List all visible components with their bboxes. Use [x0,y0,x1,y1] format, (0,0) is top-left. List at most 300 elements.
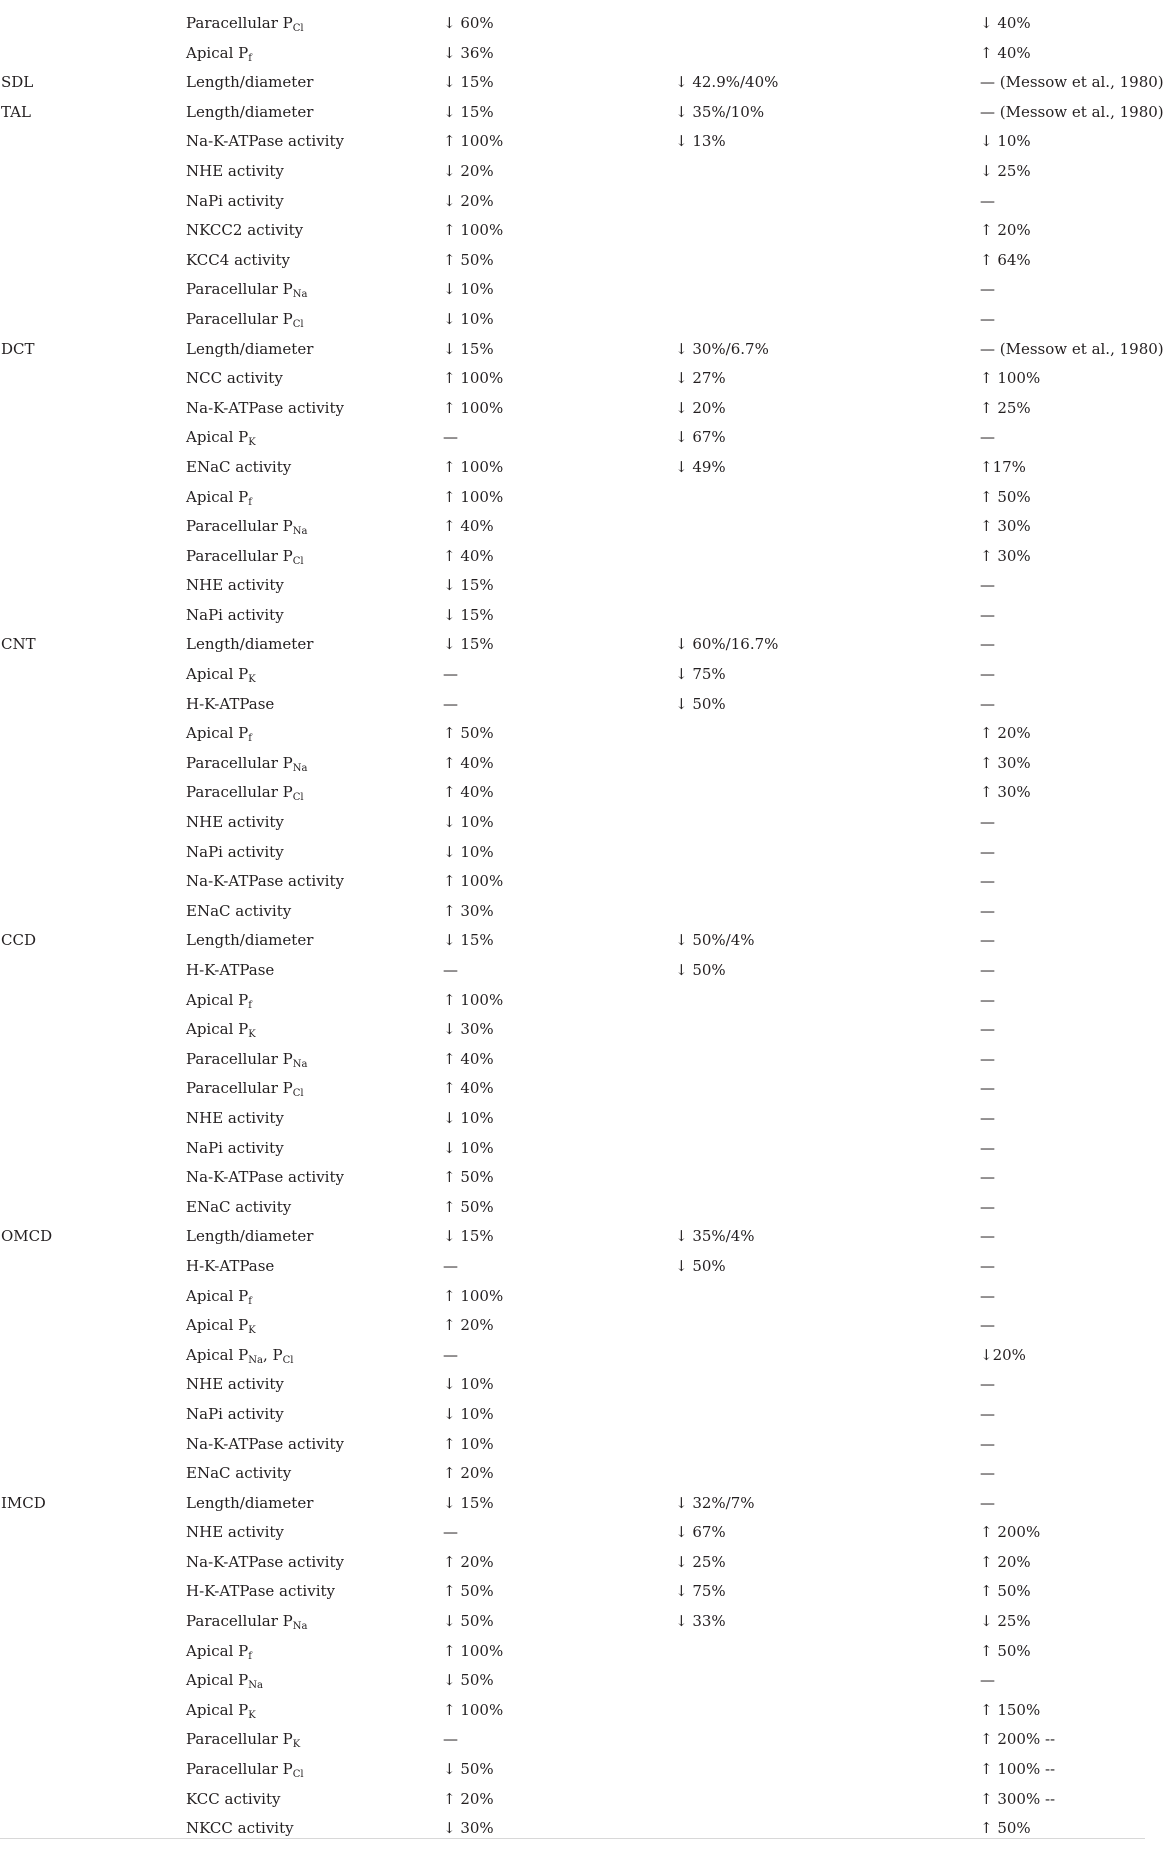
table-row [0,659,1145,689]
parameter-cell [186,1345,293,1365]
value-cell-3: — [980,961,995,979]
table-row [0,1340,1145,1370]
segment-cell: SDL [1,73,34,92]
value-cell-1: ↓ 20% [443,191,494,210]
parameter-subscript: Cl [292,318,304,330]
value-cell-1: ↓ 50% [443,1760,494,1779]
parameter-cell [186,1552,344,1572]
value-cell-1: ↑ 100% [443,221,504,240]
value-cell-1: ↓ 10% [443,309,494,328]
value-cell-3: — [980,1049,995,1068]
parameter-cell [186,546,304,566]
parameter-text: Length/diameter [186,339,314,358]
table-row [0,1517,1145,1547]
table-row [0,511,1145,541]
value-cell-3: — [980,605,995,624]
value-cell-3: — [980,1671,995,1690]
value-cell-1: ↑ 100% [443,369,504,388]
value-cell-1: ↑ 100% [443,1641,504,1660]
table-row [0,925,1145,955]
table-row [0,629,1145,659]
value-cell-1: — [443,1256,458,1275]
table-row [0,1606,1145,1636]
table-row [0,689,1145,719]
value-cell-3: ↑ 30% [980,783,1031,802]
value-cell-1: — [443,428,458,447]
parameter-cell [186,842,284,862]
parameter-text: Paracellular P [186,1079,293,1098]
value-cell-2: ↓ 67% [675,428,726,447]
parameter-subscript: K [248,437,256,449]
parameter-subscript-2: Cl [282,1354,294,1366]
table-row [0,600,1145,630]
parameter-text: H-K-ATPase [186,1256,275,1275]
parameter-subscript: f [248,1295,252,1307]
table-row [0,8,1145,38]
parameter-cell [186,398,344,418]
parameter-cell [186,605,284,625]
segment-cell: CCD [1,931,36,950]
value-cell-1: ↓ 15% [443,1227,494,1246]
parameter-cell [186,1315,256,1335]
parameter-subscript: Cl [292,555,304,567]
value-cell-1: ↓ 20% [443,161,494,180]
table-row [0,955,1145,985]
parameter-cell [186,1019,256,1039]
parameter-text: Apical P [186,487,249,506]
parameter-cell [186,1138,284,1158]
value-cell-1: ↑ 10% [443,1434,494,1453]
value-cell-1: ↓ 15% [443,102,494,121]
parameter-subscript: f [248,1650,252,1662]
value-cell-1: ↑ 20% [443,1552,494,1571]
value-cell-1: ↑ 50% [443,724,494,743]
parameter-subscript: f [248,733,252,745]
segment-cell: DCT [1,339,35,358]
value-cell-3: — [980,280,995,299]
value-cell-3: ↓ 40% [980,14,1031,32]
parameter-cell [186,723,252,743]
table-row [0,363,1145,393]
value-cell-3: — [980,1375,995,1394]
value-cell-3: — [980,635,995,654]
table-bottom-rule [0,1838,1145,1839]
value-cell-3: — [980,665,995,684]
parameter-cell [186,1434,344,1454]
parameter-cell [186,634,313,654]
value-cell-1: ↑ 40% [443,1079,494,1098]
value-cell-1: ↓ 10% [443,1108,494,1127]
value-cell-2: ↓ 35%/4% [675,1227,755,1246]
parameter-text: NHE activity [186,1108,284,1127]
parameter-cell [186,812,284,832]
parameter-text: ENaC activity [186,457,292,476]
value-cell-1: ↑ 40% [443,1049,494,1068]
value-cell-1: ↓ 50% [443,1671,494,1690]
value-cell-3: — [980,694,995,713]
value-cell-3: — [980,842,995,861]
parameter-cell [186,753,308,773]
value-cell-3: — [980,1227,995,1246]
table-row [0,1784,1145,1814]
table-row [0,807,1145,837]
value-cell-3: — [980,1079,995,1098]
parameter-cell [186,990,252,1010]
parameter-cell [186,427,256,447]
parameter-cell [186,575,284,595]
parameter-text: NaPi activity [186,842,284,861]
parameter-text: Apical P [186,1286,249,1305]
value-cell-1: ↑ 50% [443,1197,494,1216]
value-cell-1: ↑ 20% [443,1316,494,1335]
value-cell-3: ↑ 30% [980,517,1031,536]
table-row [0,215,1145,245]
table-row [0,1547,1145,1577]
parameter-cell [186,1700,256,1720]
parameter-text: ENaC activity [186,1197,292,1216]
value-cell-2: ↓ 42.9%/40% [675,73,779,92]
parameter-cell [186,1729,300,1749]
table-row [0,452,1145,482]
parameter-subscript: Na [292,526,308,538]
value-cell-1: ↓ 36% [443,43,494,62]
table-row [0,570,1145,600]
table-row [0,896,1145,926]
parameter-text: Apical P [186,665,249,684]
parameter-cell [186,1522,284,1542]
parameter-cell [186,1167,344,1187]
value-cell-1: ↓ 50% [443,1612,494,1631]
parameter-text: Apical P [186,43,249,62]
parameter-text: Length/diameter [186,1493,314,1512]
parameter-text: ENaC activity [186,901,292,920]
value-cell-3: ↑ 20% [980,724,1031,743]
value-cell-1: ↓ 30% [443,1020,494,1039]
value-cell-3: — [980,1197,995,1216]
table-row [0,1162,1145,1192]
parameter-cell [186,901,291,921]
table-row [0,126,1145,156]
value-cell-2: ↓ 75% [675,665,726,684]
table-row [0,186,1145,216]
parameter-text: Length/diameter [186,931,314,950]
value-cell-1: ↑ 100% [443,487,504,506]
table-row [0,1724,1145,1754]
value-cell-1: — [443,961,458,979]
parameter-text: Apical P [186,990,249,1009]
value-cell-3: — [980,931,995,950]
value-cell-3: — (Messow et al., 1980) [980,102,1164,121]
parameter-cell [186,516,308,536]
parameter-cell [186,930,313,950]
segment-cell: CNT [1,635,36,654]
value-cell-1: ↑ 40% [443,783,494,802]
value-cell-1: ↓ 60% [443,14,494,32]
value-cell-3: ↑ 30% [980,546,1031,565]
table-row [0,245,1145,275]
parameter-text: Apical P [186,1345,249,1364]
value-cell-1: ↑ 100% [443,990,504,1009]
table-row [0,1281,1145,1311]
table-row [0,1576,1145,1606]
value-cell-1: ↓ 10% [443,1138,494,1157]
value-cell-3: — [980,428,995,447]
value-cell-3: — [980,1464,995,1483]
parameter-subscript: K [292,1739,301,1751]
table-row [0,393,1145,423]
parameter-text: Apical P [186,1700,249,1719]
value-cell-3: — [980,990,995,1009]
table-row [0,156,1145,186]
parameter-cell [186,1286,252,1306]
value-cell-3: ↓ 10% [980,132,1031,151]
segment-cell: TAL [1,102,31,121]
value-cell-3: ↑ 40% [980,43,1031,62]
value-cell-2: ↓ 35%/10% [675,102,765,121]
parameter-text: Paracellular P [186,280,293,299]
parameter-subscript: Cl [292,23,304,34]
value-cell-1: ↓ 10% [443,280,494,299]
value-cell-3: — [980,309,995,328]
parameter-text: NKCC2 activity [186,221,304,240]
parameter-subscript: f [248,999,252,1011]
parameter-text: Paracellular P [186,309,293,328]
value-cell-1: ↑ 100% [443,398,504,417]
value-cell-3: ↓ 25% [980,1612,1031,1631]
parameter-cell [186,1197,291,1217]
value-cell-3: ↑ 50% [980,487,1031,506]
value-cell-3: ↑ 50% [980,1582,1031,1601]
table-row [0,985,1145,1015]
value-cell-1: ↑ 30% [443,901,494,920]
table-row [0,482,1145,512]
parameter-cell [186,161,284,181]
table-row [0,1695,1145,1725]
value-cell-3: ↑ 50% [980,1819,1031,1838]
value-cell-1: ↑ 40% [443,517,494,536]
parameter-cell [186,782,304,802]
table-row [0,1073,1145,1103]
value-cell-3: — [980,1020,995,1039]
parameter-cell [186,102,313,122]
value-cell-2: ↓ 30%/6.7% [675,339,769,358]
value-cell-1: ↓ 15% [443,73,494,92]
parameter-cell [186,1078,304,1098]
value-cell-2: ↓ 33% [675,1612,726,1631]
value-cell-2: ↓ 50%/4% [675,931,755,950]
value-cell-1: ↑ 100% [443,1286,504,1305]
value-cell-3: — [980,576,995,595]
value-cell-3: ↑17% [980,457,1026,476]
parameter-cell [186,191,284,211]
value-cell-1: ↑ 100% [443,457,504,476]
value-cell-3: — [980,1286,995,1305]
value-cell-3: — [980,872,995,891]
parameter-text: NaPi activity [186,191,284,210]
value-cell-2: ↓ 50% [675,1256,726,1275]
value-cell-1: ↑ 20% [443,1464,494,1483]
parameter-cell [186,279,308,299]
parameter-subscript: K [248,674,256,686]
value-cell-1: — [443,1523,458,1542]
parameter-subscript: K [248,1029,256,1041]
parameter-cell [186,368,283,388]
value-cell-3: — [980,813,995,832]
value-cell-1: ↑ 50% [443,250,494,269]
value-cell-2: ↓ 50% [675,961,726,979]
value-cell-3: ↑ 300% -- [980,1789,1056,1808]
parameter-cell [186,250,290,270]
parameter-text: Apical P [186,1020,249,1039]
value-cell-3: ↑ 64% [980,250,1031,269]
parameter-text: H-K-ATPase [186,961,275,979]
value-cell-1: ↑ 40% [443,753,494,772]
value-cell-3: — (Messow et al., 1980) [980,73,1164,92]
table-row [0,97,1164,127]
value-cell-1: ↓ 15% [443,931,494,950]
table-row [0,1458,1145,1488]
parameter-text: H-K-ATPase [186,694,275,713]
value-cell-1: ↑ 100% [443,132,504,151]
value-cell-1: ↓ 15% [443,576,494,595]
table-row [0,1399,1145,1429]
value-cell-2: ↓ 27% [675,369,726,388]
value-cell-3: ↑ 100% [980,369,1041,388]
parameter-cell [186,1641,252,1661]
value-cell-3: ↑ 100% -- [980,1760,1056,1779]
value-cell-3: — [980,1138,995,1157]
value-cell-1: ↓ 15% [443,1493,494,1512]
parameter-text: ENaC activity [186,1464,292,1483]
value-cell-3: — [980,1108,995,1127]
value-cell-2: ↓ 50% [675,694,726,713]
value-cell-3: ↑ 30% [980,753,1031,772]
value-cell-1: ↓ 10% [443,1375,494,1394]
value-cell-3: ↑ 150% [980,1700,1041,1719]
parameter-cell [186,220,303,240]
parameter-subscript: Na [292,289,308,301]
parameter-text: NHE activity [186,813,284,832]
value-cell-3: — [980,1168,995,1187]
table-row [0,422,1145,452]
value-cell-3: — [980,1434,995,1453]
value-cell-1: — [443,1730,458,1749]
value-cell-2: ↓ 32%/7% [675,1493,755,1512]
parameter-text: Na-K-ATPase activity [186,398,344,417]
parameter-text: Paracellular P [186,783,293,802]
table-row [0,1103,1145,1133]
parameter-cell [186,664,256,684]
parameter-text: Length/diameter [186,73,314,92]
value-cell-2: ↓ 13% [675,132,726,151]
parameter-cell [186,43,252,63]
value-cell-2: ↓ 60%/16.7% [675,635,779,654]
value-cell-3: — [980,1256,995,1275]
table-row [0,1754,1145,1784]
parameter-cell [186,1818,294,1838]
parameter-cell [186,960,274,980]
parameter-text: NHE activity [186,1375,284,1394]
parameter-subscript: Na [292,762,308,774]
table-row [0,1665,1145,1695]
value-cell-1: ↑ 40% [443,546,494,565]
value-cell-3: ↑ 200% -- [980,1730,1056,1749]
table-row [0,1044,1145,1074]
value-cell-1: ↑ 50% [443,1168,494,1187]
parameter-text: NaPi activity [186,1138,284,1157]
parameter-cell [186,13,304,33]
table-row [0,67,1164,97]
parameter-cell [186,72,313,92]
parameter-text: NHE activity [186,576,284,595]
parameter-subscript: f [248,52,252,64]
parameter-cell [186,1789,280,1809]
value-cell-3: ↑ 20% [980,1552,1031,1571]
table-row [0,304,1145,334]
table-row [0,866,1145,896]
value-cell-1: — [443,1345,458,1364]
table-row [0,718,1145,748]
value-cell-3: ↑ 50% [980,1641,1031,1660]
parameter-cell [186,1463,291,1483]
parameter-cell [186,131,344,151]
parameter-subscript: Cl [292,792,304,804]
value-cell-1: ↓ 15% [443,339,494,358]
parameter-cell [186,1759,304,1779]
value-cell-3: ↑ 20% [980,221,1031,240]
parameter-subscript: Na [292,1621,308,1633]
parameter-text: Length/diameter [186,635,314,654]
parameter-text: Na-K-ATPase activity [186,1552,344,1571]
parameter-text: Na-K-ATPase activity [186,872,344,891]
parameter-cell [186,1226,313,1246]
value-cell-3: ↑ 25% [980,398,1031,417]
table-row [0,274,1145,304]
parameter-text: Apical P [186,1641,249,1660]
table-row [0,38,1145,68]
parameter-cell [186,694,274,714]
parameter-subscript: K [248,1709,256,1721]
parameter-cell [186,871,344,891]
parameter-text: KCC4 activity [186,250,291,269]
parameter-cell [186,1670,263,1690]
parameter-subscript: Na [248,1680,263,1692]
value-cell-1: — [443,665,458,684]
parameter-text: KCC activity [186,1789,281,1808]
value-cell-3: — (Messow et al., 1980) [980,339,1164,358]
table-row [0,1636,1145,1666]
parameter-text: Paracellular P [186,1760,293,1779]
parameter-cell [186,309,304,329]
value-cell-1: ↑ 100% [443,872,504,891]
parameter-text: NaPi activity [186,605,284,624]
value-cell-2: ↓ 75% [675,1582,726,1601]
table-row [0,1251,1145,1281]
parameter-text: Apical P [186,428,249,447]
table-row [0,1133,1145,1163]
table-row [0,541,1145,571]
parameter-cell [186,1374,284,1394]
value-cell-3: ↑ 200% [980,1523,1041,1542]
table-row [0,1488,1145,1518]
parameter-text: Paracellular P [186,14,293,32]
value-cell-3: ↓ 25% [980,161,1031,180]
value-cell-3: — [980,191,995,210]
value-cell-3: — [980,1493,995,1512]
value-cell-1: ↓ 30% [443,1819,494,1838]
parameter-cell [186,1404,284,1424]
parameter-text: NaPi activity [186,1404,284,1423]
